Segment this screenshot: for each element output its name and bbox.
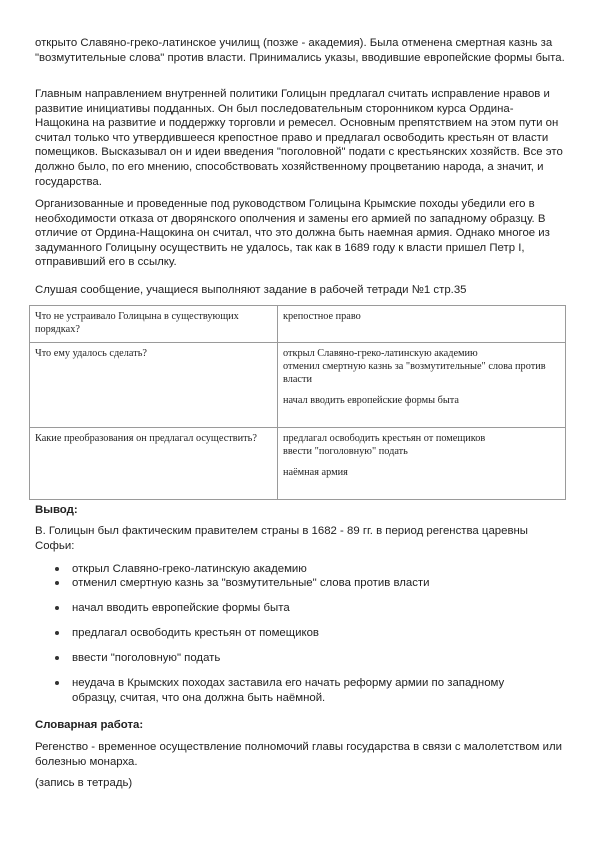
- bullet-dot-icon: [55, 581, 59, 585]
- intro-paragraph-1: открыто Славяно-греко-латинское училищ (позже - академия). Была отменена смертная казнь за "возмутительные слова" против власти. Принимались указы, вводившие европейские формы быта.: [35, 37, 565, 64]
- vocab-definition: Регенство - временное осуществление полномочий главы государства в связи с малолетством или болезнью монарха.: [35, 741, 563, 768]
- bullet-dot-icon: [55, 606, 59, 610]
- bullet-dot-icon: [55, 631, 59, 635]
- table-row: [30, 428, 566, 500]
- answer-line: открыл Славяно-греко-латинскую академию: [283, 348, 478, 359]
- table-answer: [278, 343, 566, 428]
- table-row: [30, 343, 566, 428]
- vocab-heading: Словарная работа:: [35, 719, 144, 731]
- conclusion-heading: Вывод:: [35, 504, 78, 516]
- document-page: открыто Славяно-греко-латинское училищ (позже - академия). Была отменена смертная казнь за "возмутительные слова" против власти. Принимались указы, вводившие европейские формы быта. Главным направлением внутренней политики Голицын предлагал считать исправление нравов и развитие инициативы подданных. Он был последовательным сторонником курса Ордина-Нащокина на развитие и поддержку торговли и ремесел. Основным препятствием на этом пути он считал только что утвердившееся крепостное право и предлагал освободить крестьян от власти помещиков. Высказывал он и идеи введения "поголовной" подати с крестьянских хозяйств. Все это должно было, по его мнению, способствовать хозяйственному процветанию народа, а значит, и государства. Организованные и проведенные под руководством Голицына Крымские походы убедили его в необходимости отказа от дворянского ополчения и замены его армией по западному образцу. В отличие от Ордина-Нащокина он считал, что это должна быть наемная армия. Однако многое из задуманного Голицыну осуществить не удалось, так как в 1689 году к власти пришел Петр I, отправивший его в ссылку. Слушая сообщение, учащиеся выполняют задание в рабочей тетради №1 стр.35 Что не устраивало Голицына в существующих порядках? крепостное право Что ему удалось сделать? открыл Славяно-греко-латинскую академию отменил смертную казнь за "возмутительные" слова против власти начал вводить европейские формы быта Какие преобразования он предлагал осуществить? предлагал освободить крестьян от помещиков ввести "поголовную" подать наёмная армия Вывод: В. Голицын был фактическим правителем страны в 1682 - 89 гг. в период регенства царевны Софьи: открыл Славяно-греко-латинскую академию отменил смертную казнь за "возмутительные" слова против власти начал вводить европейские формы быта предлагал освободить крестьян от помещиков ввести "поголовную" подать неудача в Крымских походах заставила его начать реформу армии по западному образцу, считая, что она должна быть наёмной. Словарная работа: Регенство - временное осуществление полномочий главы государства в связи с малолетством или болезнью монарха. (запись в тетрадь): [0, 0, 595, 842]
- table-answer: [278, 306, 566, 343]
- vocab-note: (запись в тетрадь): [35, 777, 133, 789]
- table-question: Что не устраивало Голицына в существующих порядках?: [30, 306, 278, 343]
- table-question: Что ему удалось сделать?: [30, 343, 278, 428]
- table-question: Какие преобразования он предлагал осуществить?: [30, 428, 278, 500]
- bullet-dot-icon: [55, 567, 59, 571]
- bullet-dot-icon: [55, 681, 59, 685]
- answer-line: предлагал освободить крестьян от помещиков: [283, 433, 486, 444]
- task-instruction: Слушая сообщение, учащиеся выполняют задание в рабочей тетради №1 стр.35: [35, 284, 467, 296]
- answer-line: наёмная армия: [283, 467, 348, 478]
- answer-line: ввести "поголовную" подать: [283, 446, 408, 457]
- conclusion-text: В. Голицын был фактическим правителем страны в 1682 - 89 гг. в период регенства царевны Софьи:: [35, 525, 528, 552]
- answer-line: крепостное право: [283, 311, 361, 322]
- table-answer: [278, 428, 566, 500]
- bullet-dot-icon: [55, 656, 59, 660]
- intro-paragraph-3: Организованные и проведенные под руководством Голицына Крымские походы убедили его в необходимости отказа от дворянского ополчения и замены его армией по западному образцу. В отличие от Ордина-Нащокина он считал, что это должна быть наемная армия. Однако многое из задуманного Голицыну осуществить не удалось, так как в 1689 году к власти пришел Петр I, отправивший его в ссылку.: [35, 198, 550, 269]
- table-row: [30, 306, 566, 343]
- answer-line: начал вводить европейские формы быта: [283, 395, 459, 406]
- answer-line: отменил смертную казнь за "возмутительные" слова против власти: [283, 361, 546, 385]
- intro-paragraph-2: Главным направлением внутренней политики Голицын предлагал считать исправление нравов и развитие инициативы подданных. Он был последовательным сторонником курса Ордина-Нащокина на развитие и поддержку торговли и ремесел. Основным препятствием на этом пути он считал только что утвердившееся крепостное право и предлагал освободить крестьян от власти помещиков. Высказывал он и идеи введения "поголовной" подати с крестьянских хозяйств. Все это должно было, по его мнению, способствовать хозяйственному процветанию народа, а значит, и государства.: [35, 88, 563, 188]
- workbook-table: [29, 305, 566, 500]
